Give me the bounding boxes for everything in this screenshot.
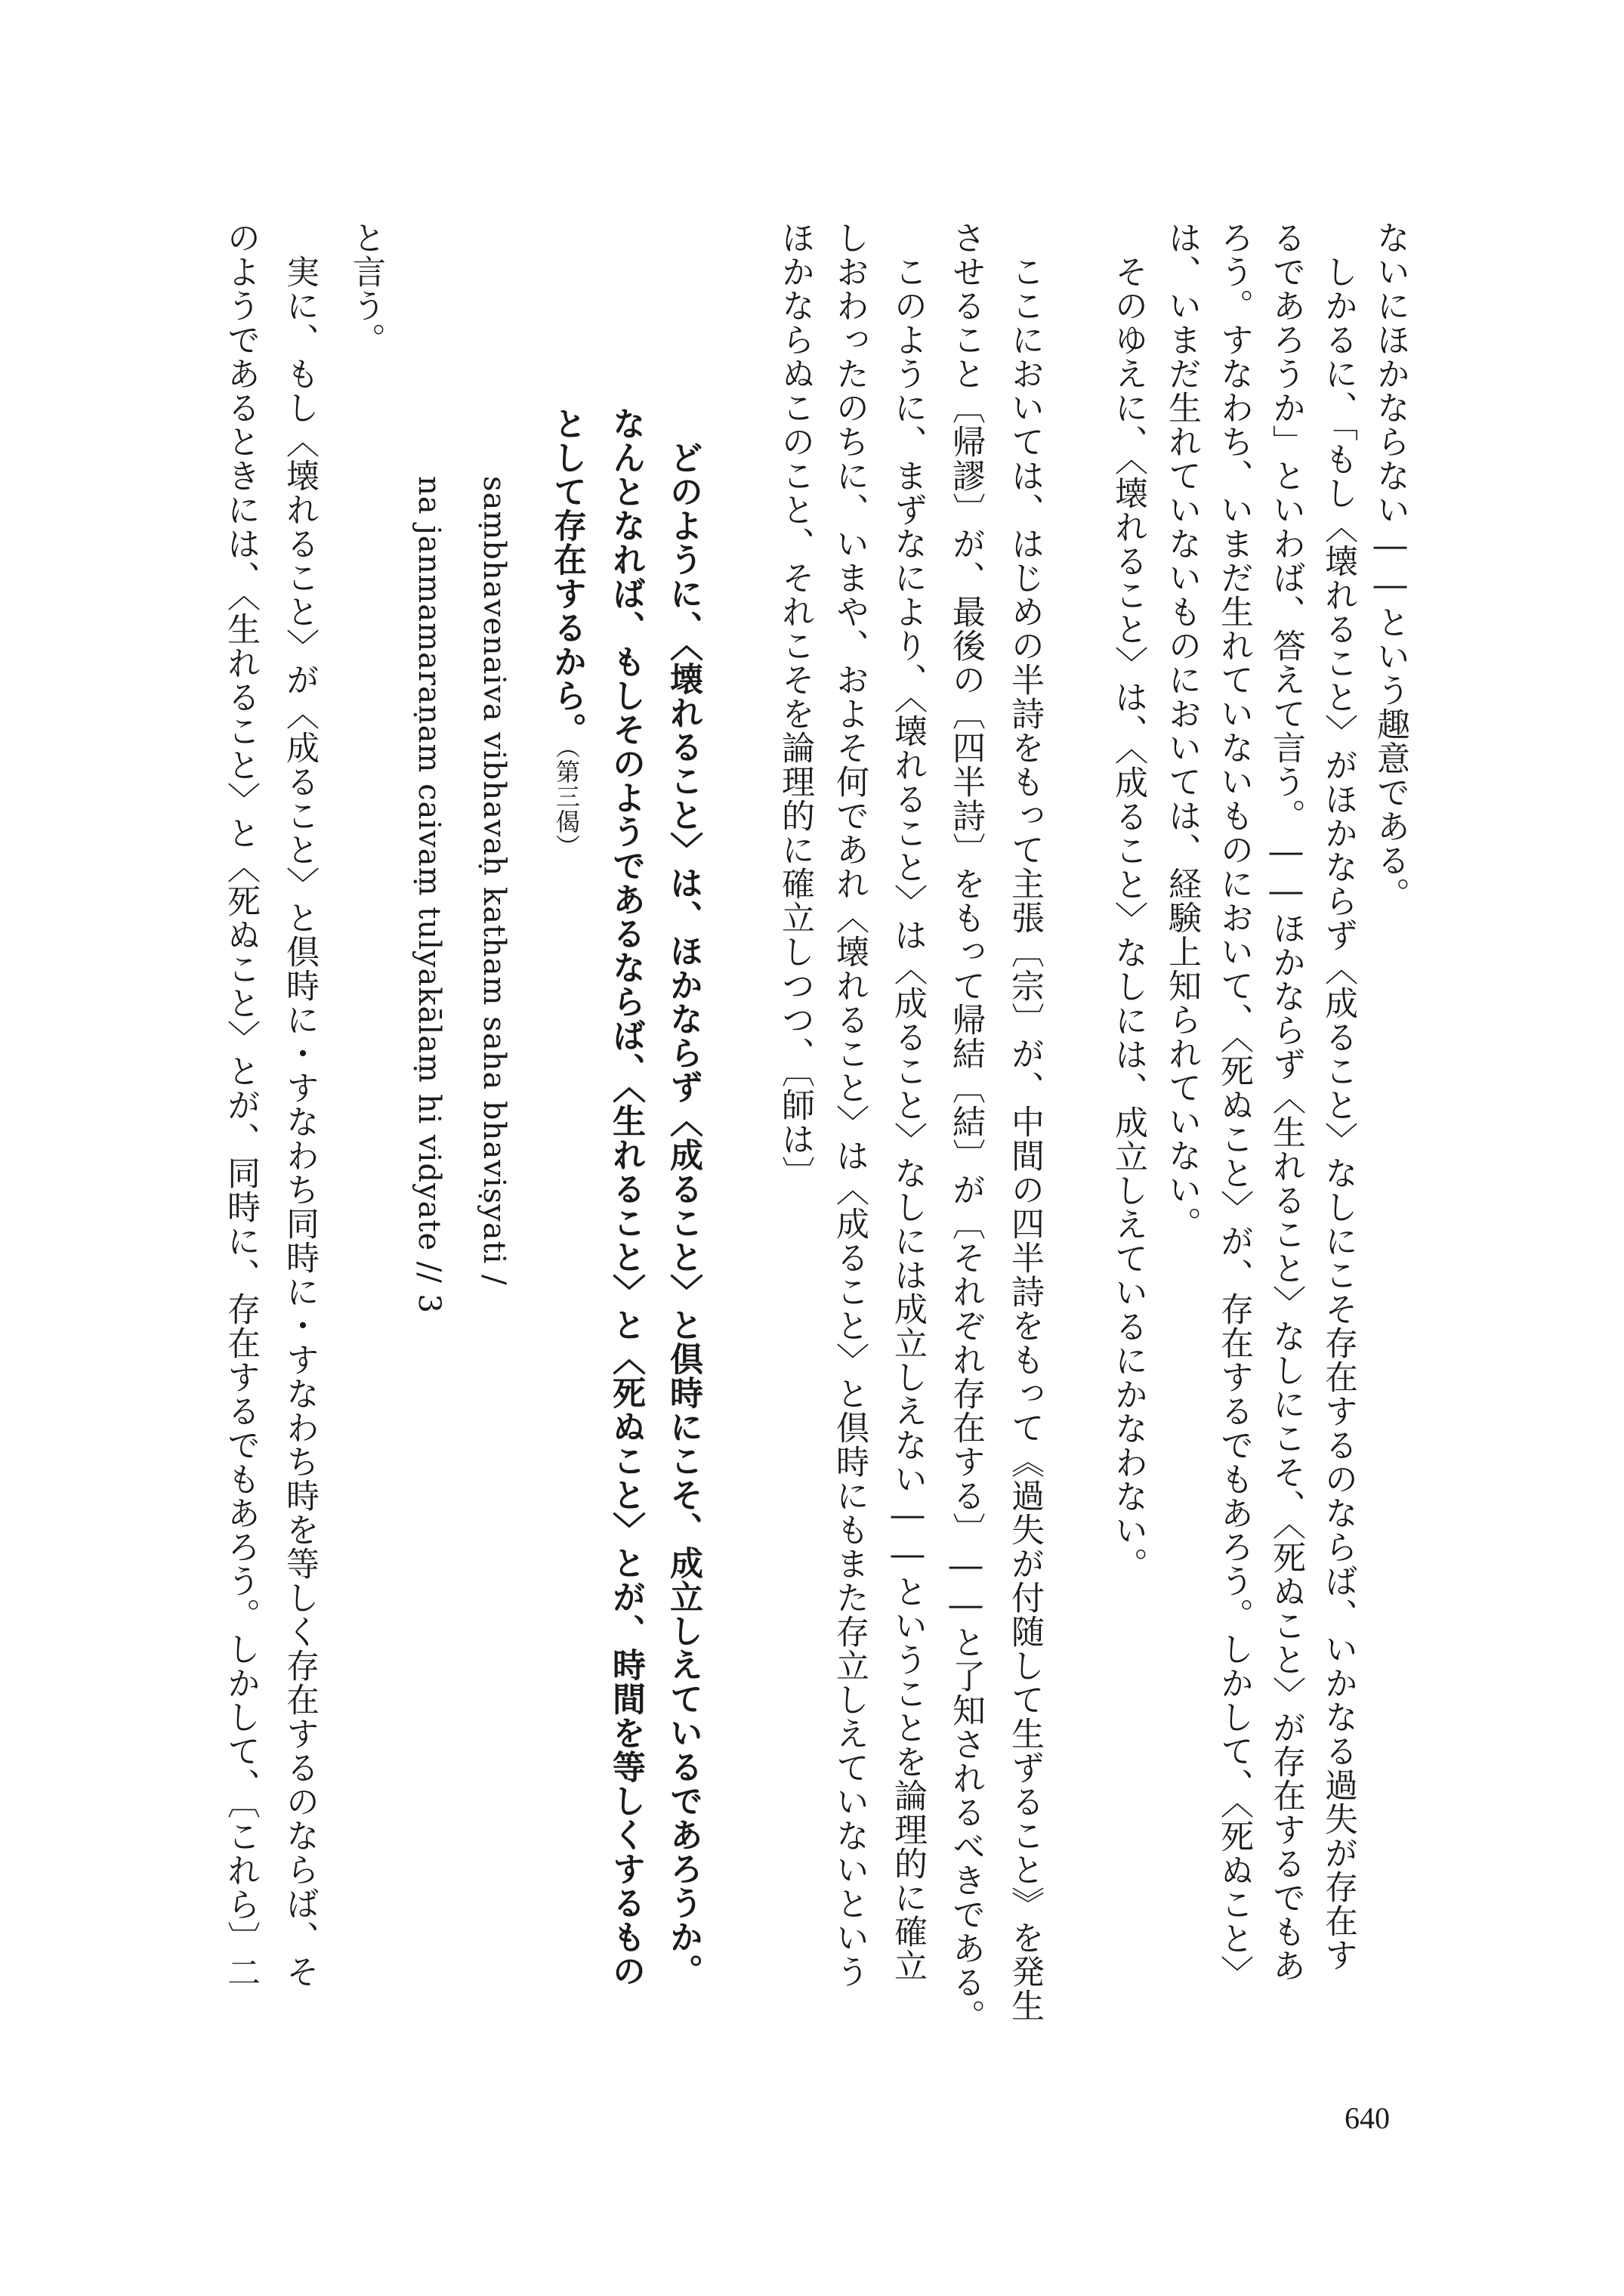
verse-number-note: （第三偈） (552, 746, 581, 859)
verse-translation-line-3 (548, 406, 585, 859)
text-column-4: ろう。すなわち、いまだ生れていないものにおいて、〈死ぬこと〉が、存在するでもあろう。しかして、〈死ぬこと〉 (1215, 221, 1253, 1989)
text-column-3: るであろうか」といわば、答えて言う。――ほかならず〈生れること〉なしにこそ、〈死ぬこと〉が存在するでもあ (1267, 221, 1305, 1982)
text-column-after-1: と言う。 (347, 221, 385, 357)
text-column-11: ほかならぬこのこと、それこそを論理的に確立しつつ、〔師は〕 (776, 221, 814, 1190)
text-column-10: しおわったのちに、いまや、およそ何であれ〈壊れること〉は〈成ること〉と倶時にもまた存立しえていないという (830, 221, 869, 1989)
text-column-8: させること〔帰謬〕が、最後の〔四半詩〕をもって帰結〔結〕が〔それぞれ存在する〕――と了知されるべきである。 (946, 221, 985, 2033)
text-column-7: ここにおいては、はじめの半詩をもって主張〔宗〕が、中間の四半詩をもって《過失が付随して生ずること》を発生 (1005, 221, 1044, 2023)
page-number: 640 (1345, 2101, 1390, 2135)
verse-translation-line-1: どのように、〈壊れること〉は、ほかならず〈成ること〉と倶時にこそ、成立しえているであろうか。 (664, 406, 702, 1988)
text-column-5: は、いまだ生れていないものにおいては、経験上知られていない。 (1162, 221, 1201, 1241)
text-column-2: しかるに、「もし〈壊れること〉がほかならず〈成ること〉なしにこそ存在するのならば、いかなる過失が存在す (1319, 221, 1357, 1972)
text-column-6: そのゆえに、〈壊れること〉は、〈成ること〉なしには、成立しえているにかなわない。 (1109, 221, 1147, 1581)
sanskrit-line-2: na janmamaraṇam caivaṃ tulyakālaṃ hi vidyate // 3 (412, 476, 446, 1314)
verse-translation-line-3-text: として存在するから。 (548, 406, 586, 746)
text-column-9: このように、まずなにより、〈壊れること〉は〈成ること〉なしには成立しえない――ということを論理的に確立 (888, 221, 927, 1982)
verse-translation-line-2: なんとなれば、もしそのようであるならば、〈生れること〉と〈死ぬこと〉とが、時間を等しくするもの (607, 406, 645, 1988)
text-column-1: ないにほかならない――という趣意である。 (1371, 221, 1409, 911)
text-column-after-2: 実に、もし〈壊れること〉が〈成ること〉と倶時に・すなわち同時に・すなわち時を等しく存在するのならば、そ (280, 221, 319, 1989)
text-column-after-3: のようであるときには、〈生れること〉と〈死ぬこと〉とが、同時に、存在するでもあろう。しかして、〔これら〕二 (221, 221, 260, 1989)
sanskrit-line-1: saṃbhavenaiva vibhavaḥ katham saha bhaviṣyati / (477, 476, 511, 1286)
